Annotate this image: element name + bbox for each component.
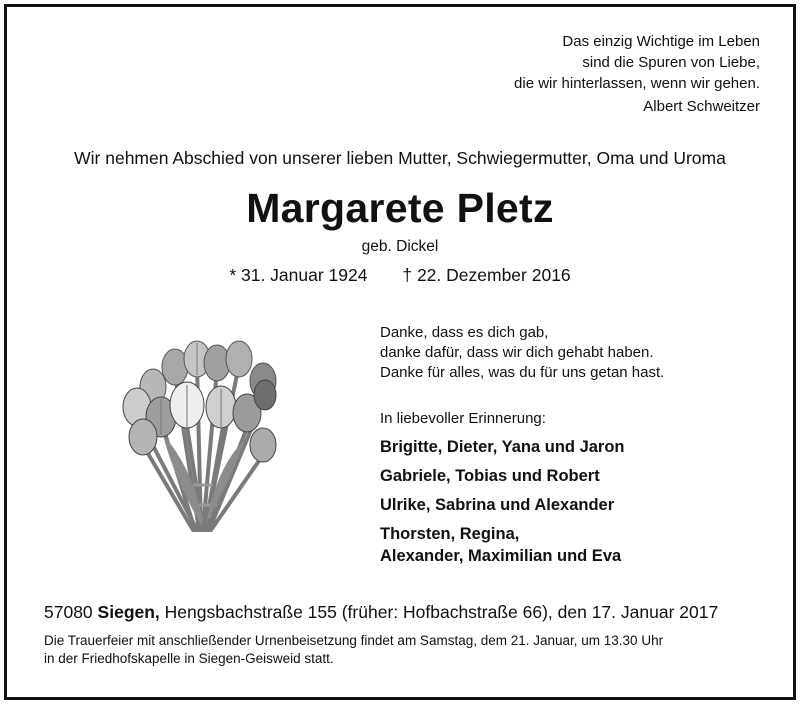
quote-line: sind die Spuren von Liebe, [582, 54, 760, 71]
family-line: Thorsten, Regina, [380, 525, 520, 543]
poem-line: danke dafür, dass wir dich gehabt haben. [380, 344, 654, 361]
death-date: † 22. Dezember 2016 [402, 265, 571, 285]
intro-text: Wir nehmen Abschied von unserer lieben Mutter, Schwiegermutter, Oma und Uroma [74, 148, 726, 168]
birth-date: * 31. Januar 1924 [229, 265, 368, 285]
poem-line: Danke für alles, was du für uns getan hast. [380, 364, 665, 381]
service-line: Die Trauerfeier mit anschließender Urnenbeisetzung findet am Samstag, dem 21. Januar, um 13.30 Uhr [44, 633, 664, 648]
family-line: Alexander, Maximilian und Eva [380, 547, 622, 565]
obituary-card [4, 4, 796, 700]
deceased-name: Margarete Pletz [246, 185, 554, 231]
life-dates [7, 265, 793, 286]
service-info [44, 632, 663, 668]
service-line: in der Friedhofskapelle in Siegen-Geisweid statt. [44, 651, 334, 666]
maiden-name: geb. Dickel [361, 238, 439, 255]
quote-block [514, 31, 760, 117]
quote-line: Das einzig Wichtige im Leben [562, 33, 760, 50]
family-line: Gabriele, Tobias und Robert [380, 467, 600, 485]
quote-line: die wir hinterlassen, wenn wir gehen. [514, 75, 760, 92]
poem-line: Danke, dass es dich gab, [380, 324, 549, 341]
address-line [44, 602, 718, 623]
quote-author: Albert Schweitzer [643, 98, 760, 115]
family-line: Ulrike, Sabrina und Alexander [380, 496, 615, 514]
address-zip: 57080 [44, 602, 93, 622]
memory-label: In liebevoller Erinnerung: [380, 410, 546, 427]
family-line: Brigitte, Dieter, Yana und Jaron [380, 438, 625, 456]
address-city: Siegen, [97, 602, 160, 622]
address-rest: Hengsbachstraße 155 (früher: Hofbachstraße 66), den 17. Januar 2017 [164, 602, 719, 622]
poem-block [380, 323, 664, 383]
tulip-bouquet-icon [113, 335, 283, 535]
